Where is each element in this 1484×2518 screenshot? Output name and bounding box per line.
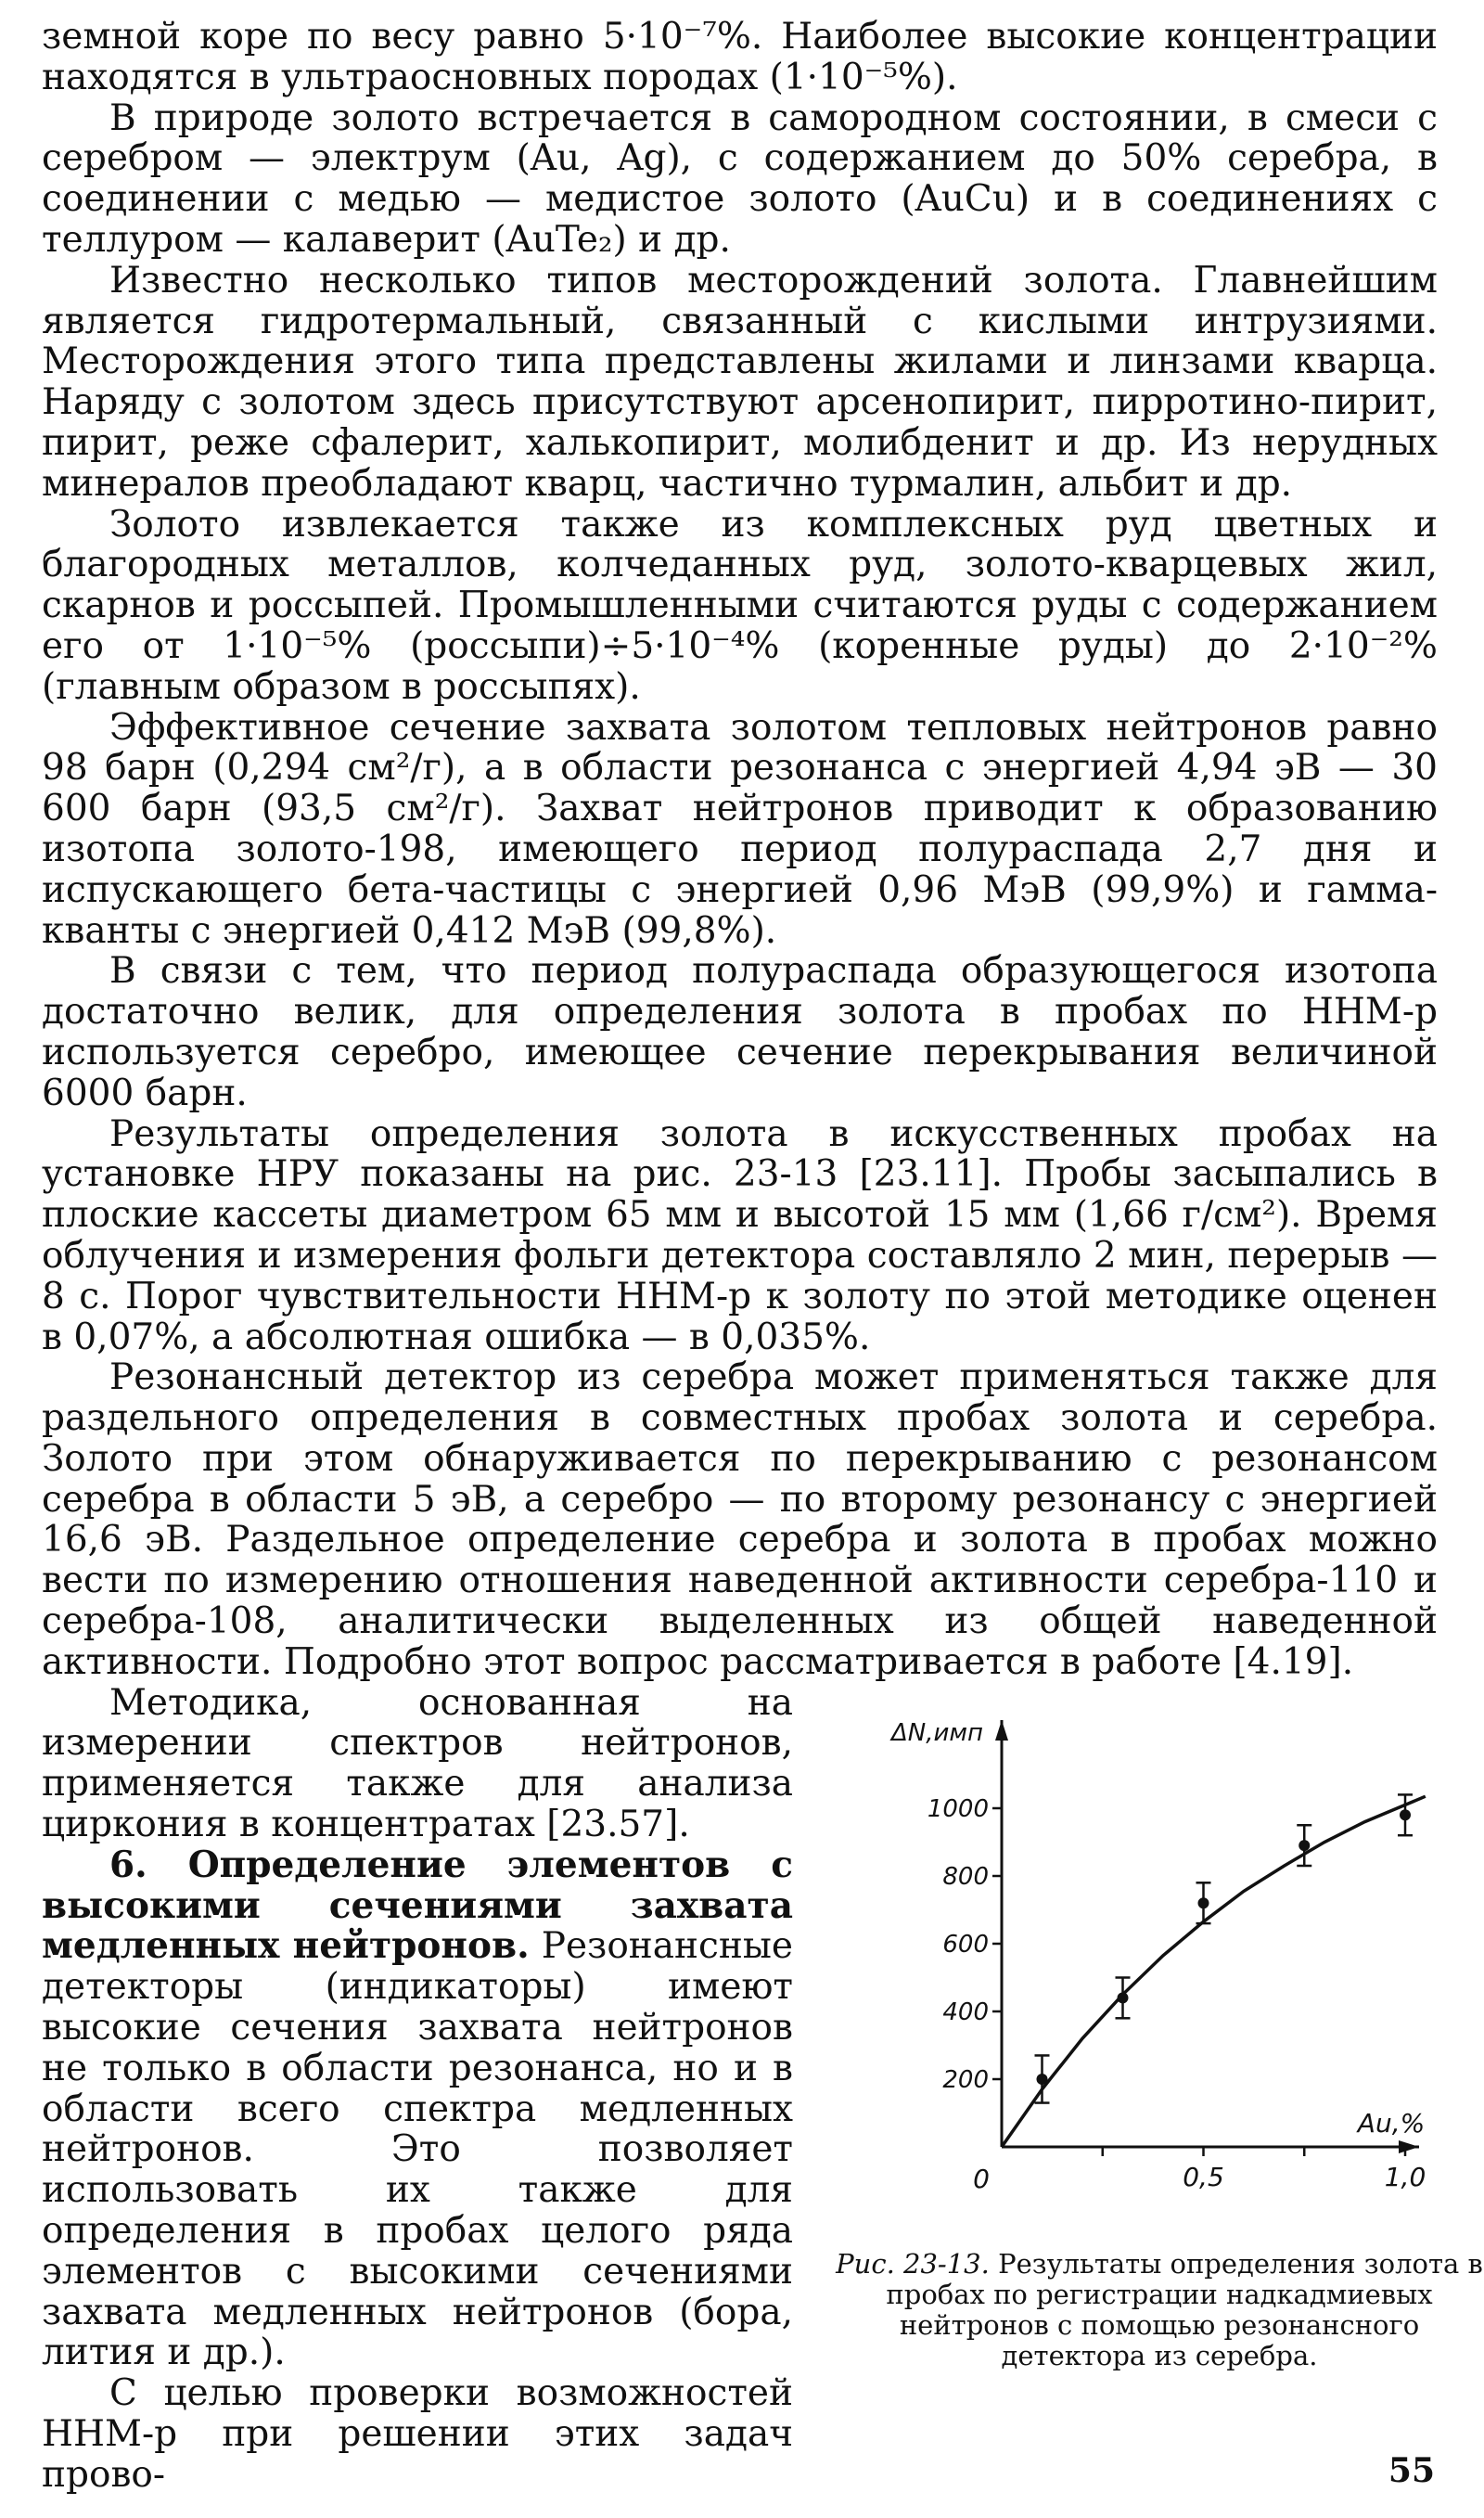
x-axis-label: Au,% (1357, 2107, 1426, 2139)
paragraph-section-6 (42, 1845, 793, 2373)
paragraph-8: Резонансный детектор из серебра может применяться также для раздельного определения в совместных пробах золота и серебра. Золото при этом обнаруживается по перекрыванию с резонансом серебра в области 5 эВ, а серебро — по второму резонансу с энергией 16,6 эВ. Раздельное определение серебра и золота в пробах можно вести по измерению отношения наведенной активности серебра-110 и серебра-108, аналитически выделенных из общей наведенной активности. Подробно этот вопрос рассматривается в работе [4.19]. (42, 1356, 1438, 1683)
y-tick-label: 400 (942, 1998, 989, 2026)
y-axis-arrow (995, 1720, 1008, 1741)
y-tick-label: 800 (942, 1862, 989, 1891)
data-point (1118, 1992, 1129, 2003)
paragraph-5: Эффективное сечение захвата золотом тепловых нейтронов равно 98 барн (0,294 см²/г), а в области резонанса с энергией 4,94 эВ — 30 600 барн (93,5 см²/г). Захват нейтронов приводит к образованию изотопа золото-198, имеющего период полураспада 2,7 дня и испускающего бета-частицы с энергией 0,96 МэВ (99,9%) и гамма-кванты с энергией 0,412 МэВ (99,8%). (42, 706, 1438, 952)
paragraph-last: С целью проверки возможностей ННМ-р при решении этих задач прово- (42, 2372, 793, 2496)
y-axis-label: ΔN,имп (890, 1718, 983, 1747)
paragraph-7: Результаты определения золота в искусственных пробах на установке НРУ показаны на рис. 23-13 [23.11]. Пробы засыпались в плоские кассеты диаметром 65 мм и высотой 15 мм (1,66 г/см²). Время облучения и измерения фольги детектора составляло 2 мин, перерыв — 8 с. Порог чувствительности ННМ-р к золоту по этой методике оценен в 0,07%, а абсолютная ошибка — в 0,035%. (42, 1112, 1438, 1358)
x-tick-label: 0,5 (1183, 2161, 1224, 2192)
page-number: 55 (1388, 2451, 1435, 2490)
main-text (42, 17, 1438, 1683)
figure-caption (835, 2249, 1484, 2371)
x-axis-arrow (1399, 2140, 1419, 2153)
y-tick-label: 1000 (927, 1794, 989, 1823)
data-point (1037, 2074, 1048, 2085)
y-tick-label: 600 (942, 1930, 989, 1959)
left-column (42, 1683, 793, 2496)
caption-text: Результаты определения золота в пробах по регистрации надкадмиевых нейтронов с помощью резонансного детектора из серебра. (886, 2247, 1483, 2371)
paragraph-method: Методика, основанная на измерении спектров нейтронов, применяется также для анализа циркония в концентратах [23.57]. (42, 1681, 793, 1846)
x-tick-label: 1,0 (1384, 2161, 1426, 2192)
y-tick-label: 200 (942, 2065, 989, 2094)
data-point (1298, 1840, 1310, 1851)
paragraph-6: В связи с тем, что период полураспада образующегося изотопа достаточно велик, для определения золота в пробах по ННМ-р используется серебро, имеющее сечение перекрывания величиной 6000 барн. (42, 950, 1438, 1114)
paragraph-2: В природе золото встречается в самородном состоянии, в смеси с серебром — электрум (Au, Ag), с содержанием до 50% серебра, в соединении с медью — медистое золото (AuCu) и в соединениях с теллуром — калаверит (AuTe₂) и др. (42, 96, 1438, 261)
paragraph-3: Известно несколько типов месторождений золота. Главнейшим является гидротермальный, связанный с кислыми интрузиями. Месторождения этого типа представлены жилами и линзами кварца. Наряду с золотом здесь присутствуют арсенопирит, пирротино-пирит, пирит, реже сфалерит, халькопирит, молибденит и др. Из нерудных минералов преобладают кварц, частично турмалин, альбит и др. (42, 259, 1438, 505)
caption-label: Рис. 23-13. (836, 2247, 990, 2280)
paragraph-1: земной коре по весу равно 5·10⁻⁷%. Наиболее высокие концентрации находятся в ультраосновных породах (1·10⁻⁵%). (42, 16, 1438, 98)
data-point (1400, 1809, 1411, 1820)
origin-label: 0 (973, 2163, 990, 2194)
figure-23-13-chart (825, 1683, 1475, 2323)
section-heading: 6. Определение элементов с высокими сечениями захвата медленных нейтронов. (42, 1843, 793, 1968)
section-body: Резонансные детекторы (индикаторы) имеют высокие сечения захвата нейтронов не только в области резонанса, но и в области всего спектра медленных нейтронов. Это позволяет использовать их также для определения в пробах целого ряда элементов с высокими сечениями захвата медленных нейтронов (бора, лития и др.). (42, 1925, 793, 2374)
fit-curve-line (1002, 1796, 1426, 2147)
paragraph-4: Золото извлекается также из комплексных руд цветных и благородных металлов, колчеданных руд, золото-кварцевых жил, скарнов и россыпей. Промышленными считаются руды с содержанием его от 1·10⁻⁵% (россыпи)÷5·10⁻⁴% (коренные руды) до 2·10⁻²% (главным образом в россыпях). (42, 503, 1438, 708)
data-point (1198, 1897, 1209, 1908)
